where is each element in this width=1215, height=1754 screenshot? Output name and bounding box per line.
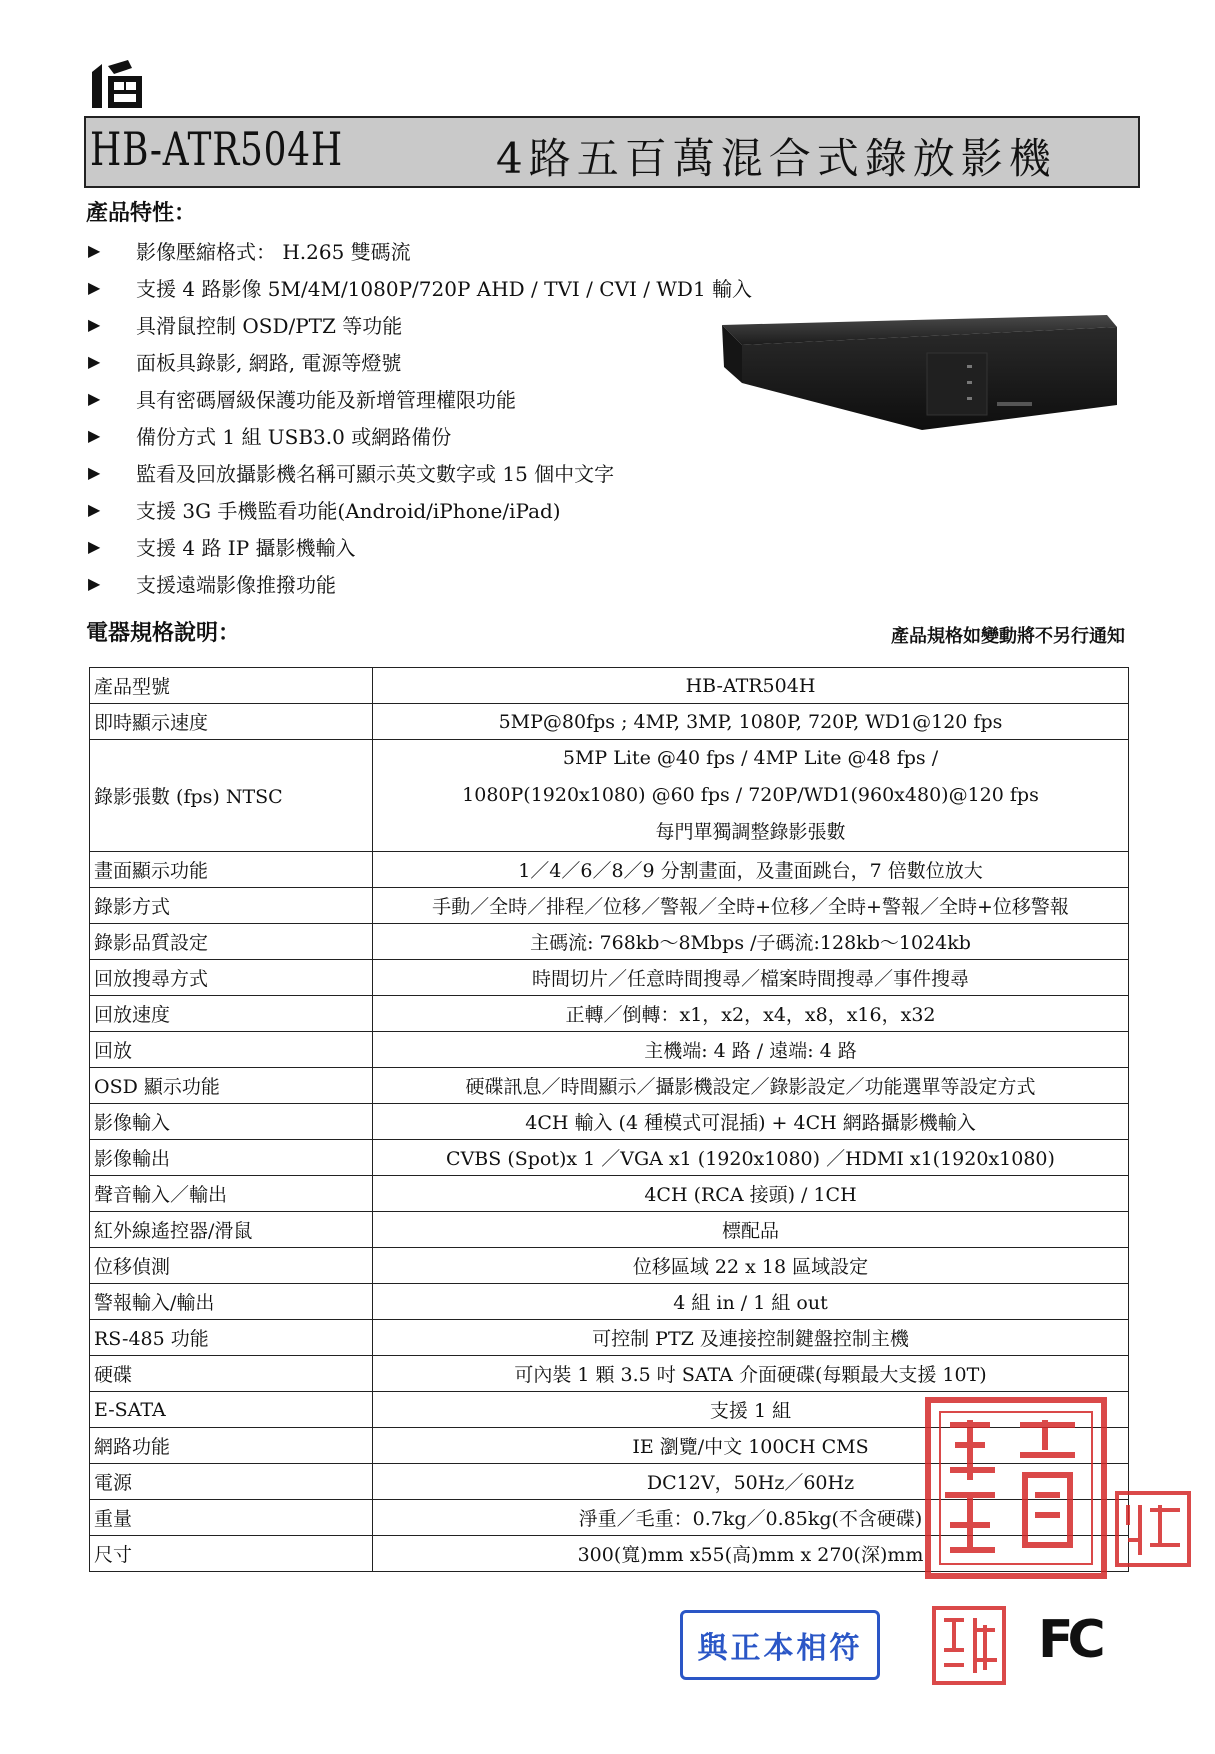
feature-list	[88, 232, 752, 602]
spec-row	[90, 1032, 1129, 1068]
spec-label: 即時顯示速度	[90, 704, 373, 740]
spec-label: 尺寸	[90, 1536, 373, 1572]
spec-label: 回放搜尋方式	[90, 960, 373, 996]
spec-label: 硬碟	[90, 1356, 373, 1392]
feature-item	[88, 417, 752, 454]
spec-row	[90, 960, 1129, 996]
spec-row	[90, 1464, 1129, 1500]
spec-label: 電源	[90, 1464, 373, 1500]
spec-value: IE 瀏覽/中文 100CH CMS	[373, 1428, 1129, 1464]
spec-value: 主碼流: 768kb～8Mbps /子碼流:128kb～1024kb	[373, 924, 1129, 960]
responsible-seal-icon	[934, 1608, 1004, 1683]
spec-row	[90, 1500, 1129, 1536]
spec-value: 正轉／倒轉：x1，x2，x4，x8，x16，x32	[373, 996, 1129, 1032]
spec-row	[90, 852, 1129, 888]
feature-item	[88, 269, 752, 306]
bullet-arrow-icon: ▶	[88, 278, 101, 297]
spec-value: 硬碟訊息／時間顯示／攝影機設定／錄影設定／功能選單等設定方式	[373, 1068, 1129, 1104]
spec-label: 錄影張數 (fps) NTSC	[90, 740, 373, 852]
bullet-arrow-icon: ▶	[88, 389, 101, 408]
spec-row	[90, 1212, 1129, 1248]
spec-row	[90, 668, 1129, 704]
spec-row	[90, 1248, 1129, 1284]
spec-row	[90, 704, 1129, 740]
spec-value: 300(寬)mm x55(高)mm x 270(深)mm	[373, 1536, 1129, 1572]
spec-value: 5MP@80fps ; 4MP, 3MP, 1080P, 720P, WD1@120 fps	[373, 704, 1129, 740]
feature-item	[88, 380, 752, 417]
spec-row	[90, 888, 1129, 924]
spec-row	[90, 1176, 1129, 1212]
feature-text: 具滑鼠控制 OSD/PTZ 等功能	[136, 314, 403, 338]
spec-label: RS-485 功能	[90, 1320, 373, 1356]
bullet-arrow-icon: ▶	[88, 463, 101, 482]
bullet-arrow-icon: ▶	[88, 352, 101, 371]
feature-text: 備份方式 1 組 USB3.0 或網路備份	[136, 425, 452, 449]
feature-item	[88, 528, 752, 565]
feature-text: 支援遠端影像推撥功能	[136, 573, 336, 597]
dvr-product-image	[712, 305, 1122, 435]
spec-value: 時間切片／任意時間搜尋／檔案時間搜尋／事件搜尋	[373, 960, 1129, 996]
feature-text: 支援 4 路 IP 攝影機輸入	[136, 536, 356, 560]
spec-value: 主機端: 4 路 / 遠端: 4 路	[373, 1032, 1129, 1068]
bullet-arrow-icon: ▶	[88, 500, 101, 519]
feature-text: 支援 4 路影像 5M/4M/1080P/720P AHD / TVI / CVI / WD1 輸入	[136, 277, 753, 301]
spec-value-line: 每門單獨調整錄影張數	[655, 821, 846, 843]
spec-row	[90, 1068, 1129, 1104]
spec-row	[90, 924, 1129, 960]
spec-value: DC12V，50Hz／60Hz	[373, 1464, 1129, 1500]
spec-label: 聲音輸入／輸出	[90, 1176, 373, 1212]
spec-label: 畫面顯示功能	[90, 852, 373, 888]
bullet-arrow-icon: ▶	[88, 574, 101, 593]
spec-row	[90, 1104, 1129, 1140]
spec-change-notice: 產品規格如變動將不另行通知	[891, 626, 1125, 647]
spec-row	[90, 1284, 1129, 1320]
spec-label: E-SATA	[90, 1392, 373, 1428]
fcc-logo-icon: FC	[1038, 1610, 1100, 1670]
spec-row	[90, 1320, 1129, 1356]
spec-label: 錄影方式	[90, 888, 373, 924]
spec-label: OSD 顯示功能	[90, 1068, 373, 1104]
product-name: 4路五百萬混合式錄放影機	[496, 134, 1057, 183]
feature-item	[88, 232, 752, 269]
specs-heading: 電器規格說明：	[86, 621, 241, 646]
spec-label: 錄影品質設定	[90, 924, 373, 960]
feature-text: 監看及回放攝影機名稱可顯示英文數字或 15 個中文字	[136, 462, 615, 486]
spec-row	[90, 1392, 1129, 1428]
feature-item	[88, 565, 752, 602]
features-heading: 產品特性：	[86, 201, 197, 226]
spec-value-line: 5MP Lite @40 fps / 4MP Lite @48 fps /	[562, 747, 939, 769]
spec-value: 手動／全時／排程／位移／警報／全時+位移／全時+警報／全時+位移警報	[373, 888, 1129, 924]
spec-value: 4CH (RCA 接頭) / 1CH	[373, 1176, 1129, 1212]
spec-row	[90, 996, 1129, 1032]
bullet-arrow-icon: ▶	[88, 426, 101, 445]
spec-value-line: 1080P(1920x1080) @60 fps / 720P/WD1(960x480)@120 fps	[462, 784, 1039, 806]
spec-row	[90, 1356, 1129, 1392]
spec-value: 位移區域 22 x 18 區域設定	[373, 1248, 1129, 1284]
spec-row	[90, 1536, 1129, 1572]
spec-label: 影像輸出	[90, 1140, 373, 1176]
spec-value: HB-ATR504H	[373, 668, 1129, 704]
title-bar	[84, 116, 1140, 188]
brand-logo-icon	[88, 58, 146, 110]
spec-label: 回放速度	[90, 996, 373, 1032]
spec-value: 1／4／6／8／9 分割畫面，及畫面跳台，7 倍數位放大	[373, 852, 1129, 888]
spec-label: 警報輸入/輸出	[90, 1284, 373, 1320]
spec-label: 網路功能	[90, 1428, 373, 1464]
feature-item	[88, 343, 752, 380]
feature-text: 具有密碼層級保護功能及新增管理權限功能	[136, 388, 516, 412]
feature-text: 影像壓縮格式： H.265 雙碼流	[136, 240, 411, 264]
spec-value: 標配品	[373, 1212, 1129, 1248]
spec-label: 產品型號	[90, 668, 373, 704]
model-number: HB-ATR504H	[90, 122, 343, 176]
spec-value	[373, 740, 1129, 852]
spec-row	[90, 1140, 1129, 1176]
spec-label: 位移偵測	[90, 1248, 373, 1284]
spec-row	[90, 740, 1129, 852]
certified-copy-stamp: 與正本相符	[680, 1610, 880, 1680]
spec-value: 可內裝 1 顆 3.5 吋 SATA 介面硬碟(每顆最大支援 10T)	[373, 1356, 1129, 1392]
spec-value: CVBS (Spot)x 1 ／VGA x1 (1920x1080) ／HDMI x1(1920x1080)	[373, 1140, 1129, 1176]
bullet-arrow-icon: ▶	[88, 537, 101, 556]
spec-value: 支援 1 組	[373, 1392, 1129, 1428]
spec-label: 影像輸入	[90, 1104, 373, 1140]
feature-item	[88, 306, 752, 343]
feature-item	[88, 454, 752, 491]
feature-text: 面板具錄影, 網路, 電源等燈號	[136, 351, 402, 375]
spec-value: 4 組 in / 1 組 out	[373, 1284, 1129, 1320]
spec-value: 可控制 PTZ 及連接控制鍵盤控制主機	[373, 1320, 1129, 1356]
spec-value: 4CH 輸入 (4 種模式可混插) + 4CH 網路攝影機輸入	[373, 1104, 1129, 1140]
spec-row	[90, 1428, 1129, 1464]
spec-label: 重量	[90, 1500, 373, 1536]
spec-table	[89, 667, 1129, 1572]
spec-value: 淨重／毛重：0.7kg／0.85kg(不含硬碟)	[373, 1500, 1129, 1536]
spec-label: 紅外線遙控器/滑鼠	[90, 1212, 373, 1248]
feature-item	[88, 491, 752, 528]
bullet-arrow-icon: ▶	[88, 241, 101, 260]
feature-text: 支援 3G 手機監看功能(Android/iPhone/iPad)	[136, 499, 561, 523]
spec-label: 回放	[90, 1032, 373, 1068]
bullet-arrow-icon: ▶	[88, 315, 101, 334]
